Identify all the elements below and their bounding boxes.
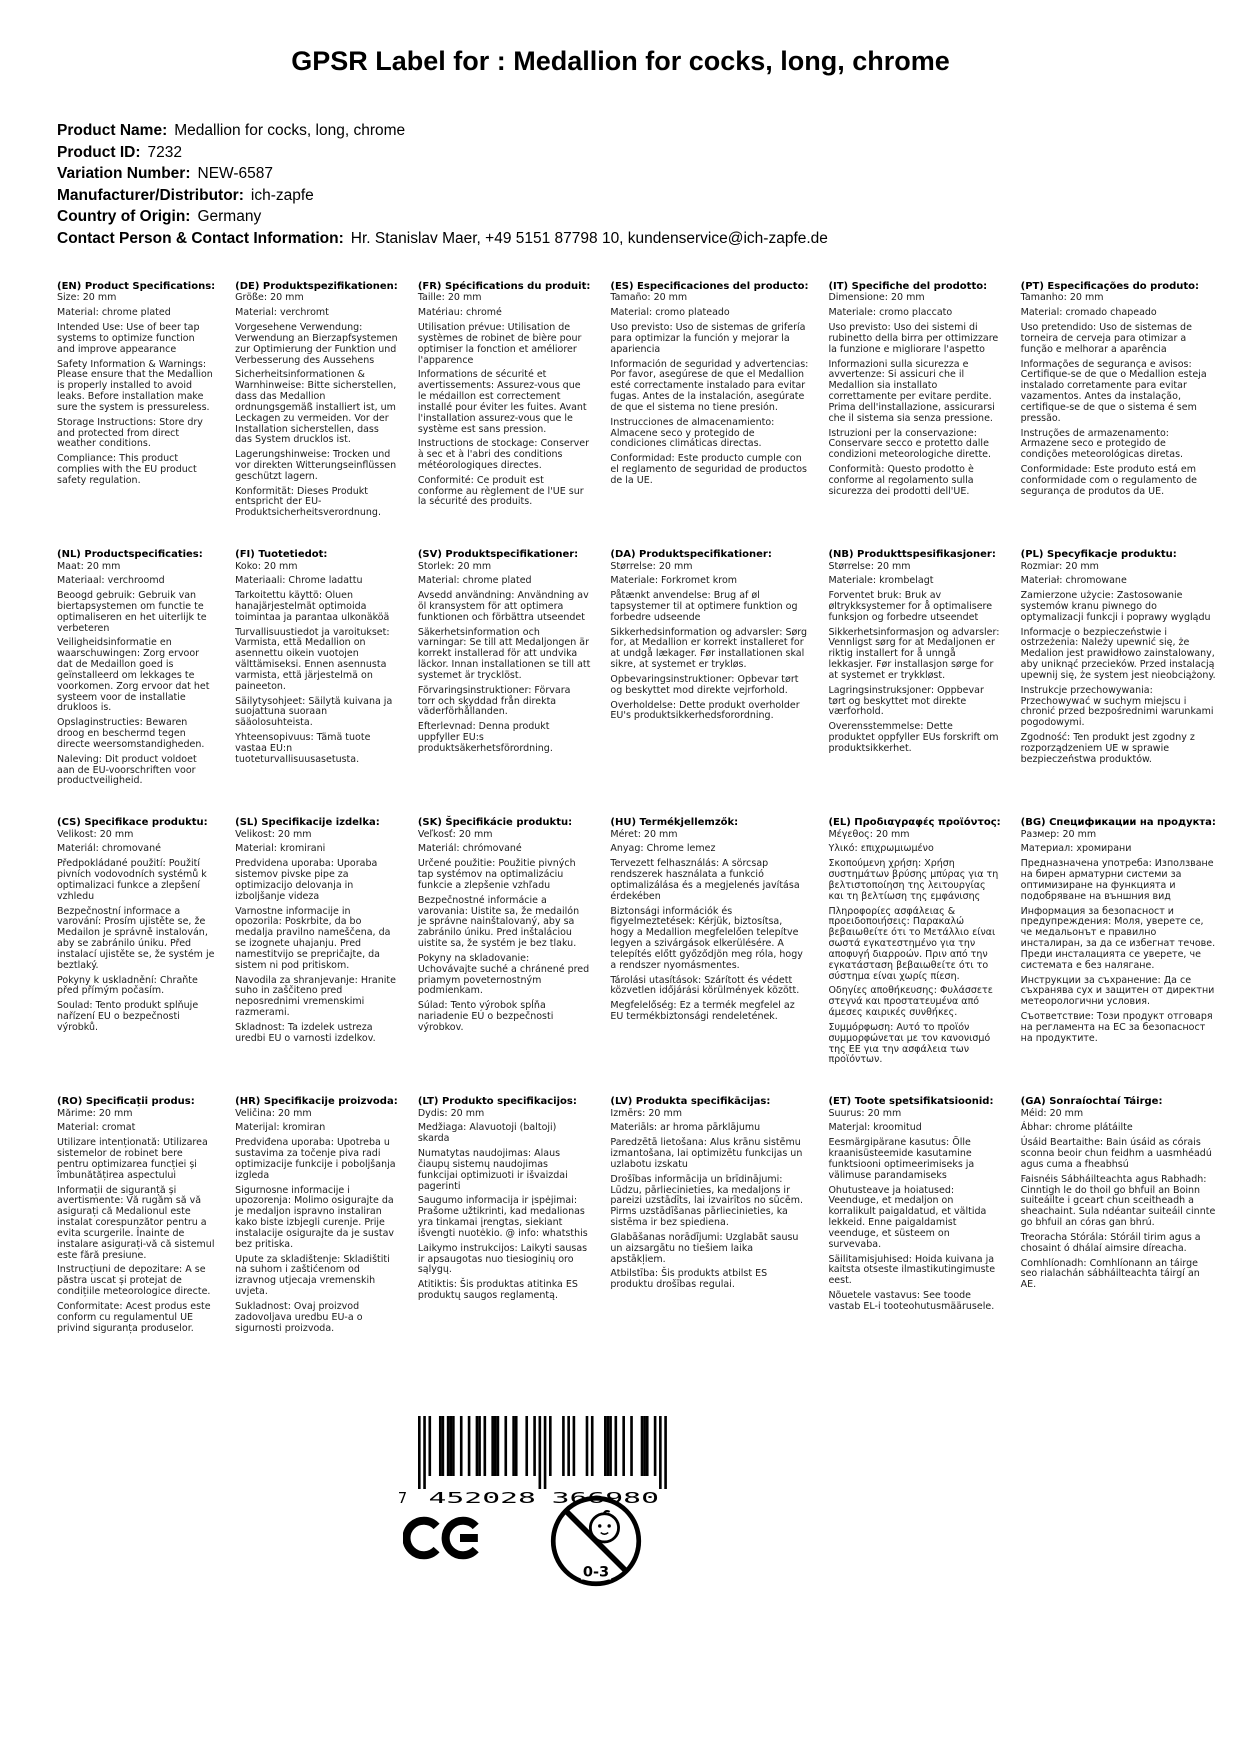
spec-paragraph: Ábhar: chrome plátáilte — [1020, 1122, 1133, 1134]
spec-paragraph: Předpokládané použití: Použití pivních vodovodních systémů k optimalizaci funkce a zlepšení vzhledu — [57, 858, 207, 902]
spec-paragraph: Bezpečnostní informace a varování: Prosím ujistěte se, že Medailon je správně instalován, aby se zabránilo úniku. Před instalací ujistěte se, že systém je beztlaký. — [57, 905, 215, 971]
spec-paragraph: Materiál: chrómované — [417, 843, 522, 855]
spec-heading: (PL) Specyfikacje produktu: — [1020, 549, 1177, 561]
spec-paragraph: Material: cromado chapeado — [1020, 307, 1157, 319]
spec-paragraph: Información de seguridad y advertencias: Por favor, asegúrese de que el Medallion esté correctamente instalado para evitar fugas. Antes de la instalación, asegúrate de que el sistema no tiene presión. — [610, 358, 809, 413]
spec-paragraph: Velikost: 20 mm — [235, 828, 312, 840]
spec-paragraph: Materiał: chromowane — [1020, 575, 1127, 587]
spec-paragraph: Laikymo instrukcijos: Laikyti sausas ir apsaugotas nuo tiesioginių oro sąlygų. — [417, 1242, 588, 1276]
spec-heading: (HR) Specifikacije proizvoda: — [235, 1096, 398, 1108]
spec-paragraph: Zamierzone użycie: Zastosowanie systemów kranu piwnego do optymalizacji funkcji i poprawy wyglądu — [1020, 590, 1211, 623]
spec-paragraph: Informações de segurança e avisos: Certifique-se de que o Medallion esteja instalado corretamente para evitar vazamentos. Antes da instalação, certifique-se de que o sistema é sem pressão. — [1020, 358, 1207, 424]
spec-paragraph: Conformidade: Este produto está em conformidade com o regulamento de segurança de produtos da UE. — [1020, 463, 1197, 497]
spec-paragraph: Material: verchromt — [235, 307, 329, 319]
spec-block-pl — [1021, 549, 1216, 787]
spec-paragraph: Súlad: Tento výrobok spĺňa nariadenie EÚ o bezpečnosti výrobkov. — [417, 1000, 554, 1033]
spec-paragraph: Instrukcje przechowywania: Przechowywać w suchym miejscu i chronić przed bezpośrednimi warunkami pogodowymi. — [1020, 684, 1214, 729]
spec-paragraph: Dydis: 20 mm — [417, 1107, 485, 1119]
spec-paragraph: Conformité: Ce produit est conforme au règlement de l'UE sur la sécurité des produits. — [417, 474, 584, 508]
spec-paragraph: Forventet bruk: Bruk av øltrykksystemer for å optimalisere funksjon og forbedre utseendet — [828, 590, 993, 623]
spec-paragraph: Sukladnost: Ovaj proizvod zadovoljava uredbu EU-a o sigurnosti proizvoda. — [235, 1300, 363, 1334]
spec-heading: (NL) Productspecificaties: — [57, 549, 203, 561]
spec-paragraph: Glabāšanas norādījumi: Uzglabāt sausu un aizsargātu no tiešiem laika apstākļiem. — [610, 1231, 799, 1265]
spec-paragraph: Soulad: Tento produkt splňuje nařízení EU o bezpečnosti výrobků. — [57, 1000, 199, 1033]
spec-paragraph: Informations de sécurité et avertissements: Assurez-vous que le médaillon est correctement installé pour éviter les fuites. Avant l'installation assurez-vous que le système est sans pression. — [417, 369, 587, 435]
spec-paragraph: Υλικό: επιχρωμιωμένο — [828, 843, 934, 855]
spec-paragraph: Predvidena uporaba: Uporaba sistemov pivske pipe za optimizacijo delovanja in izboljšanje videza — [235, 858, 378, 902]
spec-paragraph: Materiale: cromo placcato — [828, 307, 953, 319]
spec-paragraph: Méid: 20 mm — [1020, 1107, 1084, 1119]
spec-block-es — [610, 281, 808, 519]
spec-paragraph: Velikost: 20 mm — [57, 828, 134, 840]
product-info-value: Medallion for cocks, long, chrome — [174, 122, 406, 139]
spec-paragraph: Materiale: Forkromet krom — [610, 575, 738, 587]
page-title: GPSR Label for : Medallion for cocks, long, chrome — [291, 46, 950, 76]
spec-paragraph: Zgodność: Ten produkt jest zgodny z rozporządzeniem UE w sprawie bezpieczeństwa produktów. — [1020, 732, 1195, 765]
spec-heading: (EL) Προδιαγραφές προϊόντος: — [828, 817, 1001, 829]
spec-paragraph: Anyag: Chrome lemez — [610, 843, 716, 855]
spec-paragraph: Materjal: kroomitud — [828, 1122, 922, 1134]
spec-paragraph: Veličina: 20 mm — [235, 1107, 312, 1119]
spec-paragraph: Material: cromo plateado — [610, 307, 730, 319]
spec-paragraph: Størrelse: 20 mm — [610, 560, 693, 572]
spec-paragraph: Comhlíonadh: Comhlíonann an táirge seo rialachán sábháilteachta táirgí an AE. — [1020, 1257, 1200, 1291]
spec-paragraph: Instructions de stockage: Conserver à sec et à l'abri des conditions météorologiques directes. — [417, 438, 590, 471]
spec-paragraph: Predviđena uporaba: Upotreba u sustavima za točenje piva radi optimizacije funkcije i poboljšanja izgleda — [235, 1137, 396, 1181]
spec-block-fr — [418, 281, 591, 519]
spec-paragraph: Mărime: 20 mm — [57, 1107, 133, 1119]
spec-block-nb — [828, 549, 1000, 787]
spec-paragraph: Medžiaga: Alavuotoji (baltoji) skarda — [417, 1122, 557, 1145]
spec-heading: (SV) Produktspecifikationer: — [417, 549, 579, 561]
product-info-value: Germany — [197, 208, 262, 225]
ce-mark-icon — [403, 1512, 479, 1568]
spec-paragraph: Размер: 20 mm — [1020, 828, 1097, 840]
spec-heading: (NB) Produkttspesifikasjoner: — [828, 549, 996, 561]
spec-paragraph: Informacje o bezpieczeństwie i ostrzeżenia: Należy upewnić się, że Medalion jest prawidłowo zainstalowany, aby uniknąć przecieków. Przed instalacją upewnij się, że system jest nieobciążony. — [1020, 626, 1216, 681]
spec-paragraph: Предназначена употреба: Използване на бирен арматурни системи за оптимизиране на функцията и подобряване на външния вид — [1020, 858, 1214, 902]
spec-paragraph: Storage Instructions: Store dry and protected from direct weather conditions. — [57, 416, 203, 450]
spec-paragraph: Conformità: Questo prodotto è conforme al regolamento sulla sicurezza dei prodotti dell'UE. — [828, 463, 974, 497]
product-info-label: Product Name: — [57, 122, 168, 139]
spec-paragraph: Tamaño: 20 mm — [610, 292, 688, 304]
spec-paragraph: Dimensione: 20 mm — [828, 292, 925, 304]
spec-paragraph: Uso pretendido: Uso de sistemas de torneira de cerveja para otimizar a função e melhorar a aparência — [1020, 322, 1192, 355]
product-info-row — [57, 142, 828, 164]
baby-face-icon — [590, 1514, 618, 1542]
product-info-value: Hr. Stanislav Maer, +49 5151 87798 10, kundenservice@ich-zapfe.de — [350, 229, 828, 247]
spec-paragraph: Veiligheidsinformatie en waarschuwingen: Zorg ervoor dat de Medaillon goed is geïnstalleerd om lekkages te voorkomen. Zorg ervoor dat het systeem voor de installatie drukloos is. — [57, 637, 210, 714]
spec-heading: (DA) Produktspecifikationer: — [610, 549, 772, 561]
age-range-label: 0-3 — [582, 1563, 610, 1581]
spec-paragraph: Izmērs: 20 mm — [610, 1107, 682, 1119]
spec-heading: (GA) Sonraíochtaí Táirge: — [1020, 1096, 1163, 1108]
spec-paragraph: Pokyny k uskladnění: Chraňte před přímým počasím. — [57, 974, 198, 997]
spec-paragraph: Instrucciones de almacenamiento: Almacene seco y protegido de condiciones climáticas directas. — [610, 416, 775, 450]
spec-paragraph: Saugumo informacija ir įspėjimai: Prašome užtikrinti, kad medalionas yra tinkamai įrengtas, siekiant išvengti nuotėkio. @ info: whatsthis — [417, 1195, 588, 1239]
spec-paragraph: Инструкции за съхранение: Да се съхранява сух и защитен от директни метеорологични условия. — [1020, 974, 1215, 1008]
spec-paragraph: Informazioni sulla sicurezza e avvertenze: Si assicuri che il Medallion sia installato correttamente per evitare perdite. Prima dell'installazione, assicurarsi che il sistema sia senza pressione. — [828, 358, 995, 424]
product-info-value: ich-zapfe — [250, 186, 314, 204]
spec-paragraph: Atbilstība: Šis produkts atbilst ES produktu drošības regulai. — [610, 1268, 768, 1291]
product-info — [57, 120, 828, 249]
spec-paragraph: Sicherheitsinformationen & Warnhinweise: Bitte sicherstellen, dass das Medallion ordnungsgemäß installiert ist, um Leckagen zu vermeiden. Vor der Installation sicherstellen, dass das System drucklos ist. — [235, 369, 397, 446]
barcode-lead-digit: 7 — [398, 1489, 408, 1507]
spec-block-cs — [57, 817, 215, 1066]
barcode-left-digits: 452028 — [428, 1489, 536, 1507]
spec-paragraph: Overensstemmelse: Dette produktet oppfyller EUs forskrift om produktsikkerhet. — [828, 721, 999, 754]
spec-paragraph: Efterlevnad: Denna produkt uppfyller EU:s produktsäkerhetsförordning. — [417, 721, 553, 754]
spec-paragraph: Sikkerhetsinformasjon og advarsler: Vennligst sørg for at Medaljonen er riktig installert for å unngå lekkasjer. Før installasjon sørge for at systemet er trykkløst. — [828, 626, 1000, 681]
spec-paragraph: Varnostne informacije in opozorila: Poskrbite, da bo medalja pravilno nameščena, da se izognete uhajanju. Pred namestitvijo se prepričajte, da sistem ni pod pritiskom. — [235, 905, 391, 971]
spec-paragraph: Sikkerhedsinformation og advarsler: Sørg for, at Medallion er korrekt installeret for at undgå lækager. Før installationen skal sikre, at systemet er trykløs. — [610, 626, 808, 671]
spec-heading: (FR) Spécifications du produit: — [417, 281, 591, 292]
product-info-row — [57, 206, 828, 228]
product-info-row — [57, 185, 828, 207]
spec-paragraph: Informații de siguranță și avertismente: Vă rugăm să vă asigurați că Medalionul este instalat corespunzător pentru a evita scurgerile. Înainte de instalare asigurați-vă că sistemul este fără presiune. — [57, 1184, 215, 1261]
spec-heading: (IT) Specifiche del prodotto: — [828, 281, 988, 292]
product-info-label: Product ID: — [57, 143, 141, 161]
spec-paragraph: Tárolási utasítások: Szárított és védett közvetlen időjárási körülmények között. — [610, 974, 800, 997]
spec-paragraph: Μέγεθος: 20 mm — [828, 828, 910, 840]
spec-paragraph: Skladnost: Ta izdelek ustreza uredbi EU o varnosti izdelkov. — [235, 1021, 376, 1044]
product-info-label: Manufacturer/Distributor: — [57, 186, 244, 204]
spec-paragraph: Lagringsinstruksjoner: Oppbevar tørt og beskyttet mot direkte værforhold. — [828, 684, 984, 718]
spec-paragraph: Treoracha Stórála: Stóráil tirim agus a chosaint ó dhálaí aimsire díreacha. — [1020, 1231, 1201, 1254]
spec-paragraph: Úsáid Beartaithe: Bain úsáid as córais sconna beoir chun feidhm a uasmhéadú agus cuma a fheabhsú — [1020, 1137, 1212, 1170]
product-info-row — [57, 228, 828, 250]
spec-paragraph: Numatytas naudojimas: Alaus čiaupų sistemų naudojimas funkcijai optimizuoti ir išvaizdai pagerinti — [417, 1148, 568, 1192]
spec-block-pt — [1021, 281, 1216, 519]
spec-paragraph: Naleving: Dit product voldoet aan de EU-voorschriften voor productveiligheid. — [57, 753, 197, 787]
spec-paragraph: Rozmiar: 20 mm — [1020, 560, 1099, 572]
spec-paragraph: Uso previsto: Uso de sistemas de grifería para optimizar la función y mejorar la apariencia — [610, 322, 806, 355]
spec-paragraph: Material: chrome plated — [57, 307, 171, 319]
spec-paragraph: Compliance: This product complies with the EU product safety regulation. — [57, 453, 197, 486]
spec-block-hu — [610, 817, 808, 1066]
spec-paragraph: Yhteensopivuus: Tämä tuote vastaa EU:n tuoteturvallisuusasetusta. — [235, 732, 371, 765]
product-info-label: Country of Origin: — [57, 208, 191, 225]
spec-block-de — [235, 281, 398, 519]
spec-paragraph: Størrelse: 20 mm — [828, 560, 911, 572]
spec-block-ro — [57, 1096, 215, 1334]
spec-heading: (LT) Produkto specifikacijos: — [417, 1096, 577, 1108]
spec-paragraph: Материал: хромирани — [1020, 843, 1132, 855]
spec-paragraph: Materiale: krombelagt — [828, 575, 934, 587]
spec-paragraph: Οδηγίες αποθήκευσης: Φυλάσσετε στεγνά και προστατευμένα από άμεσες καιρικές συνθήκες. — [828, 985, 993, 1019]
spec-paragraph: Paredzētā lietošana: Alus krānu sistēmu izmantošana, lai optimizētu funkcijas un uzlabotu izskatu — [610, 1137, 803, 1170]
spec-paragraph: Faisnéis Sábháilteachta agus Rabhadh: Cinntigh le do thoil go bhfuil an Boinn suiteáilte i gceart chun sceitheadh a sheachaint. Sula ndéantar suiteáil cinnte go bhfuil an córas gan bhrú. — [1020, 1173, 1216, 1229]
spec-paragraph: Conformidad: Este producto cumple con el reglamento de seguridad de productos de la UE. — [610, 453, 807, 486]
spec-block-nl — [57, 549, 215, 787]
product-info-value: 7232 — [147, 143, 183, 161]
spec-paragraph: Sigurnosne informacije i upozorenja: Molimo osigurajte da je medaljon ispravno instaliran kako biste izbjegli curenje. Prije instalacije osigurajte da je sustav bez pritiska. — [235, 1184, 395, 1250]
spec-paragraph: Materiaali: Chrome ladattu — [235, 575, 363, 587]
spec-paragraph: Информация за безопасност и предупреждения: Моля, уверете се, че медальонът е правилно инсталиран, за да се избегнат течове. Преди инсталацията се уверете, че системата е без налягане. — [1020, 905, 1216, 971]
spec-block-it — [828, 281, 1000, 519]
spec-paragraph: Lagerungshinweise: Trocken und vor direkten Witterungseinflüssen geschützt lagern. — [235, 449, 397, 482]
spec-paragraph: Instruções de armazenamento: Armazene seco e protegido de condições meteorológicas diretas. — [1020, 427, 1184, 461]
spec-paragraph: Taille: 20 mm — [417, 292, 482, 304]
spec-paragraph: Säkerhetsinformation och varningar: Se till att Medaljongen är korrekt installerad för att undvika läckor. Innan installationen se till att systemet är trycklöst. — [417, 626, 591, 681]
spec-paragraph: Tervezett felhasználás: A sörcsap rendszerek használata a funkció optimalizálása és a megjelenés javítása érdekében — [610, 858, 800, 902]
spec-block-ga — [1021, 1096, 1216, 1334]
spec-paragraph: Turvallisuustiedot ja varoitukset: Varmista, että Medallion on asennettu oikein vuotojen välttämiseksi. Ennen asennusta varmista, että järjestelmä on paineeton. — [235, 626, 390, 692]
spec-heading: (ET) Toote spetsifikatsioonid: — [828, 1096, 994, 1108]
spec-paragraph: Suurus: 20 mm — [828, 1107, 902, 1119]
spec-paragraph: Matériau: chromé — [417, 307, 502, 319]
age-warning-icon — [549, 1494, 643, 1592]
spec-paragraph: Upute za skladištenje: Skladištiti na suhom i zaštićenom od izravnog utjecaja vremenskih uvjeta. — [235, 1253, 390, 1298]
spec-paragraph: Materiál: chromované — [57, 843, 161, 855]
spec-paragraph: Safety Information & Warnings: Please ensure that the Medallion is properly installed to avoid leaks. Before installation make sure the system is pressureless. — [57, 358, 213, 413]
spec-paragraph: Påtænkt anvendelse: Brug af øl tapsystemer til at optimere funktion og forbedre udseende — [610, 590, 798, 623]
spec-paragraph: Intended Use: Use of beer tap systems to optimize function and improve appearance — [57, 322, 200, 355]
spec-heading: (PT) Especificações do produto: — [1020, 281, 1199, 292]
spec-paragraph: Opbevaringsinstruktioner: Opbevar tørt og beskyttet mod direkte vejrforhold. — [610, 673, 799, 696]
spec-paragraph: Instrucțiuni de depozitare: A se păstra uscat și protejat de condițiile meteorologice directe. — [57, 1264, 211, 1298]
spec-grid — [57, 281, 1216, 1334]
spec-paragraph: Beoogd gebruik: Gebruik van biertapsystemen om functie te optimaliseren en het uiterlijk te verbeteren — [57, 590, 207, 634]
spec-paragraph: Vorgesehene Verwendung: Verwendung an Bierzapfsystemen zur Optimierung der Funktion und Verbesserung des Aussehens — [235, 322, 398, 366]
spec-paragraph: Avsedd användning: Användning av öl kransystem för att optimera funktionen och förbättra utseendet — [417, 590, 589, 623]
spec-block-hr — [235, 1096, 398, 1334]
spec-paragraph: Materijal: kromiran — [235, 1122, 326, 1134]
spec-block-fi — [235, 549, 398, 787]
spec-paragraph: Maat: 20 mm — [57, 560, 121, 572]
spec-heading: (LV) Produkta specifikācijas: — [610, 1096, 771, 1108]
spec-block-bg — [1021, 817, 1216, 1066]
spec-paragraph: Uso previsto: Uso dei sistemi di rubinetto della birra per ottimizzare la funzione e migliorare l'aspetto — [828, 322, 999, 355]
spec-paragraph: Istruzioni per la conservazione: Conservare secco e protetto dalle condizioni meteorologiche dirette. — [828, 427, 992, 461]
spec-paragraph: Určené použitie: Použitie pivných tap systémov na optimalizáciu funkcie a zlepšenie vzhľadu — [417, 858, 576, 891]
spec-heading: (RO) Specificații produs: — [57, 1096, 195, 1108]
spec-heading: (CS) Specifikace produktu: — [57, 817, 208, 829]
spec-paragraph: Bezpečnostné informácie a varovania: Uistite sa, že medailón je správne nainštalovaný, aby sa zabránilo úniku. Pred inštaláciou uistite sa, že systém je bez tlaku. — [417, 894, 580, 950]
spec-paragraph: Drošības informācija un brīdinājumi: Lūdzu, pārliecinieties, ka medaljons ir pareizi uzstādīts, lai izvairītos no sūcēm. Pirms uzstādīšanas pārliecinieties, ka sistēma ir bez spiediena. — [610, 1173, 804, 1229]
spec-block-da — [610, 549, 808, 787]
spec-paragraph: Storlek: 20 mm — [417, 560, 492, 572]
spec-block-lt — [418, 1096, 591, 1334]
spec-heading: (SL) Specifikacije izdelka: — [235, 817, 380, 829]
spec-block-el — [828, 817, 1000, 1066]
spec-heading: (SK) Špecifikácie produktu: — [417, 817, 573, 829]
spec-paragraph: Overholdelse: Dette produkt overholder EU's produktsikkerhedsforordning. — [610, 699, 800, 722]
spec-paragraph: Utilisation prévue: Utilisation de systèmes de robinet de bière pour optimiser la fonction et améliorer l'apparence — [417, 322, 582, 366]
spec-paragraph: Konformität: Dieses Produkt entspricht der EU-Produktsicherheitsverordnung. — [235, 485, 381, 519]
product-info-row — [57, 120, 828, 142]
spec-paragraph: Συμμόρφωση: Αυτό το προϊόν συμμορφώνεται με τον κανονισμό της ΕΕ για την ασφάλεια των προϊόντων. — [828, 1021, 991, 1066]
spec-paragraph: Material: chrome plated — [417, 575, 532, 587]
product-info-label: Contact Person & Contact Information: — [57, 229, 344, 247]
spec-block-en — [57, 281, 215, 519]
spec-paragraph: Größe: 20 mm — [235, 292, 304, 304]
barcode-right-digits: 366980 — [551, 1489, 659, 1507]
spec-heading: (FI) Tuotetiedot: — [235, 549, 328, 561]
spec-block-et — [828, 1096, 1000, 1334]
spec-paragraph: Materiaal: verchroomd — [57, 575, 165, 587]
spec-paragraph: Utilizare intenționată: Utilizarea sistemelor de robinet bere pentru optimizarea funcției și îmbunătățirea aspectului — [57, 1137, 208, 1181]
spec-paragraph: Material: cromat — [57, 1122, 136, 1134]
spec-block-sv — [418, 549, 591, 787]
spec-paragraph: Σκοπούμενη χρήση: Χρήση συστημάτων βρύσης μπύρας για τη βελτιστοποίηση της λειτουργίας και τη βελτίωση της εμφάνισης — [828, 858, 999, 902]
spec-paragraph: Material: kromirani — [235, 843, 326, 855]
spec-paragraph: Съответствие: Този продукт отговаря на регламента на ЕС за безопасност на продуктите. — [1020, 1011, 1213, 1044]
spec-paragraph: Navodila za shranjevanje: Hranite suho in zaščiteno pred neposrednimi vremenskimi razmerami. — [235, 974, 396, 1019]
spec-block-sk — [418, 817, 591, 1066]
spec-heading: (EN) Product Specifications: — [57, 281, 216, 292]
spec-paragraph: Tarkoitettu käyttö: Oluen hanajärjestelmät optimoida toimintaa ja parantaa ulkonäköä — [235, 590, 390, 623]
spec-paragraph: Veľkosť: 20 mm — [417, 828, 493, 840]
spec-paragraph: Size: 20 mm — [57, 292, 117, 304]
spec-paragraph: Conformitate: Acest produs este conform cu regulamentul UE privind siguranța produselor. — [57, 1300, 211, 1334]
spec-paragraph: Eesmärgipärane kasutus: Õlle kraanisüsteemide kasutamine funktsiooni optimeerimiseks ja välimuse parandamiseks — [828, 1137, 975, 1181]
spec-paragraph: Ohutusteave ja hoiatused: Veenduge, et medaljon on korralikult paigaldatud, et vältida lekkeid. Enne paigaldamist veenduge, et süsteem on survevaba. — [828, 1184, 987, 1250]
spec-paragraph: Πληροφορίες ασφάλειας & προειδοποιήσεις: Παρακαλώ βεβαιωθείτε ότι το Μετάλλιο είναι σωστά εγκατεστημένο για την αποφυγή διαρροών. Πριν από την εγκατάσταση βεβαιωθείτε ότι το σύστημα είναι χωρίς πίεση. — [828, 905, 996, 982]
spec-paragraph: Atitiktis: Šis produktas atitinka ES produktų saugos reglamentą. — [417, 1279, 578, 1302]
spec-paragraph: Pokyny na skladovanie: Uchovávajte suché a chránené pred priamym poveternostným podmienkam. — [417, 952, 590, 997]
spec-paragraph: Koko: 20 mm — [235, 560, 298, 572]
spec-paragraph: Biztonsági információk és figyelmeztetések: Kérjük, biztosítsa, hogy a Medallion megfelelően telepítve legyen a szivárgások elkerülésére. A telepítés előtt győződjön meg róla, hogy a rendszer nyomásmentes. — [610, 905, 803, 971]
spec-block-lv — [610, 1096, 808, 1334]
spec-paragraph: Materiāls: ar hroma pārklājumu — [610, 1122, 761, 1134]
product-info-row — [57, 163, 828, 185]
spec-heading: (ES) Especificaciones del producto: — [610, 281, 809, 292]
spec-paragraph: Opslaginstructies: Bewaren droog en beschermd tegen directe weersomstandigheden. — [57, 717, 205, 750]
spec-paragraph: Megfelelőség: Ez a termék megfelel az EU termékbiztonsági rendeletének. — [610, 1000, 795, 1023]
spec-heading: (BG) Спецификации на продукта: — [1020, 817, 1216, 829]
spec-paragraph: Méret: 20 mm — [610, 828, 678, 840]
spec-paragraph: Förvaringsinstruktioner: Förvara torr och skyddad från direkta väderförhållanden. — [417, 684, 571, 718]
spec-paragraph: Säilitamisjuhised: Hoida kuivana ja kaitsta otseste ilmastikutingimuste eest. — [828, 1253, 996, 1287]
spec-block-sl — [235, 817, 398, 1066]
spec-heading: (HU) Termékjellemzők: — [610, 817, 739, 829]
product-info-label: Variation Number: — [57, 165, 191, 182]
spec-paragraph: Säilytysohjeet: Säilytä kuivana ja suojattuna suoraan sääolosuhteista. — [235, 695, 393, 729]
spec-paragraph: Tamanho: 20 mm — [1020, 292, 1104, 304]
product-info-value: NEW-6587 — [197, 165, 274, 182]
spec-heading: (DE) Produktspezifikationen: — [235, 281, 398, 292]
spec-paragraph: Nõuetele vastavus: See toode vastab EL-i tooteohutusmäärusele. — [828, 1290, 995, 1312]
